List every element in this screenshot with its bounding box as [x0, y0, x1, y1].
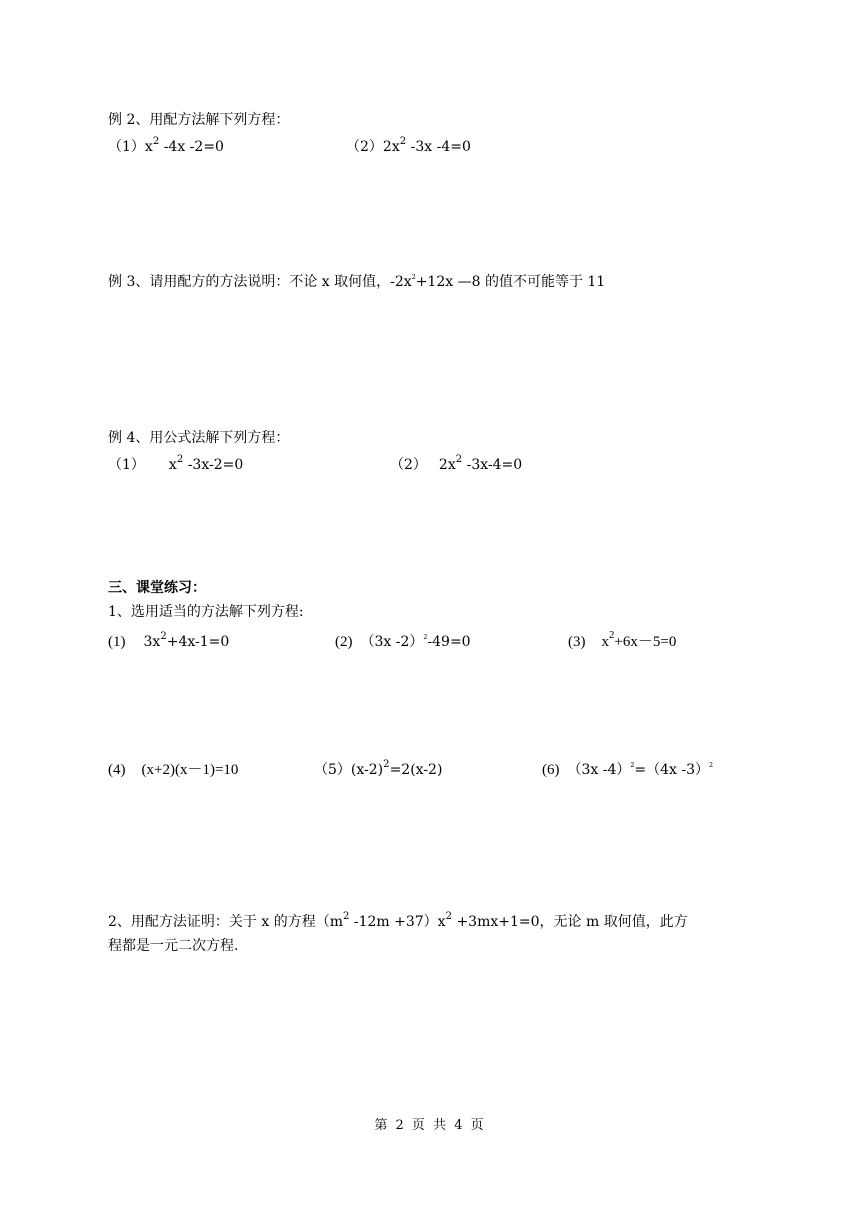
exercise-1-problem-6 [542, 760, 713, 780]
equation-text: （3x -4） [567, 762, 631, 778]
exercise-1-problem-1 [108, 632, 229, 652]
problem-label: （1） [108, 457, 145, 473]
statement-text: +12x —8 的值不可能等于 11 [415, 274, 606, 290]
equation-text: =（4x -3） [634, 762, 710, 778]
problem-label: （2） [346, 139, 383, 155]
example-2-problem-2 [346, 137, 471, 157]
equation-text: -4x -2=0 [159, 139, 224, 155]
exercise-1-problem-5 [314, 760, 442, 780]
problem-label: （2） [390, 457, 427, 473]
exercise-1-problem-4 [108, 760, 238, 780]
problem-label: (6) [542, 762, 560, 778]
exponent: 2 [445, 910, 452, 922]
equation-text: x [168, 457, 177, 473]
equation-text: +6x－5=0 [614, 634, 677, 650]
exponent: 2 [152, 135, 160, 147]
exponent: 2 [411, 274, 416, 282]
exponent: 2 [160, 630, 167, 642]
equation-text: (x-2) [350, 762, 384, 778]
example-2-problem-1 [108, 137, 224, 157]
equation-text: x [144, 139, 153, 155]
exponent: 2 [455, 453, 463, 465]
equation-text: 2x [382, 139, 400, 155]
problem-label: (1) [108, 634, 126, 650]
exponent: 2 [383, 758, 390, 770]
exercise-1-heading: 1、选用适当的方法解下列方程: [108, 604, 304, 620]
exercise-1-problem-2 [335, 632, 471, 652]
example-3-statement [108, 272, 605, 292]
statement-text: 2、用配方法证明：关于 x 的方程（m [108, 914, 343, 930]
problem-label: （1） [108, 139, 145, 155]
example-4-problem-2 [390, 455, 522, 475]
exponent: 2 [176, 453, 184, 465]
equation-text: （3x -2） [360, 634, 424, 650]
exercise-1-problem-3 [568, 629, 677, 652]
section-3-heading: 三、课堂练习： [108, 580, 206, 596]
problem-label: （5） [314, 762, 351, 778]
equation-text: =2(x-2) [389, 762, 443, 778]
example-4-problem-1 [108, 455, 243, 475]
equation-text: -3x-4=0 [462, 457, 523, 473]
problem-label: (4) [108, 762, 126, 778]
exponent: 2 [609, 629, 615, 642]
equation-text: 3x [143, 634, 161, 650]
equation-text: (x+2)(x－1)=10 [141, 762, 239, 778]
problem-label: (2) [335, 634, 353, 650]
statement-text: +3mx+1=0，无论 m 取何值，此方 [452, 914, 688, 930]
equation-text: 2x [438, 457, 456, 473]
page-footer: 第 2 页 共 4 页 [374, 1118, 486, 1133]
exponent: 2 [630, 762, 635, 770]
equation-text: -49=0 [427, 634, 471, 650]
problem-label: (3) [568, 634, 586, 650]
exponent: 2 [399, 135, 407, 147]
statement-text: 例 3、请用配方的方法说明：不论 x 取何值，-2x [108, 274, 412, 290]
exponent: 2 [423, 634, 428, 642]
exercise-2-line-1 [108, 912, 688, 932]
example-4-heading: 例 4、用公式法解下列方程： [108, 430, 290, 446]
equation-text: -3x -4=0 [406, 139, 471, 155]
exercise-2-line-2: 程都是一元二次方程. [108, 938, 239, 954]
exponent: 2 [709, 762, 714, 770]
equation-text: +4x-1=0 [166, 634, 230, 650]
example-2-heading: 例 2、用配方法解下列方程： [108, 112, 290, 128]
equation-text: -3x-2=0 [183, 457, 244, 473]
equation-text: x [601, 634, 609, 650]
exponent: 2 [342, 910, 350, 922]
statement-text: -12m +37）x [349, 914, 446, 930]
